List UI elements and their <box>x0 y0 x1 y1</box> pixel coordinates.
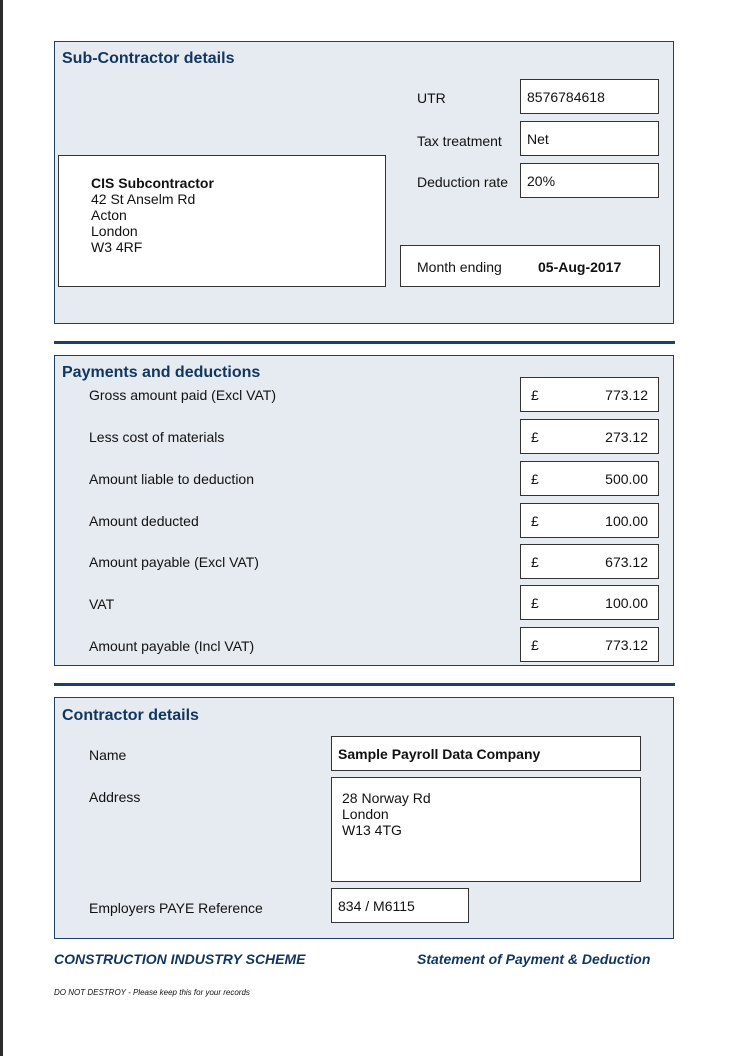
utr-label: UTR <box>417 90 446 106</box>
deduction-rate-label: Deduction rate <box>417 174 509 190</box>
amount-value: 100.00 <box>605 512 648 529</box>
amount-value: 773.12 <box>605 636 648 653</box>
subcontractor-title: Sub-Contractor details <box>62 50 235 67</box>
currency-symbol: £ <box>531 636 539 653</box>
payment-row-amount <box>520 503 659 538</box>
contractor-address-line3: W13 4TG <box>342 822 402 838</box>
currency-symbol: £ <box>531 470 539 487</box>
payment-row-label: Amount payable (Excl VAT) <box>89 554 259 570</box>
subcontractor-panel <box>54 41 674 324</box>
tax-treatment-label: Tax treatment <box>417 133 502 149</box>
subcontractor-address-box <box>58 155 386 287</box>
contractor-title: Contractor details <box>62 707 199 724</box>
currency-symbol: £ <box>531 428 539 445</box>
payment-row-amount <box>520 377 659 412</box>
currency-symbol: £ <box>531 512 539 529</box>
deduction-rate-field: 20% <box>520 163 659 198</box>
records-note: DO NOT DESTROY - Please keep this for your records <box>54 988 250 997</box>
currency-symbol: £ <box>531 386 539 403</box>
payment-row-label: Amount payable (Incl VAT) <box>89 638 255 654</box>
page-left-edge <box>0 0 3 1056</box>
month-ending-box <box>400 245 660 287</box>
payment-row-amount <box>520 627 659 662</box>
payment-row-label: Amount deducted <box>89 513 199 529</box>
contractor-name-label: Name <box>89 747 127 763</box>
contractor-panel <box>54 697 674 939</box>
statement-footer: Statement of Payment & Deduction <box>417 951 651 967</box>
subcontractor-name: CIS Subcontractor <box>91 175 214 191</box>
payment-row-amount <box>520 419 659 454</box>
amount-value: 100.00 <box>605 594 648 611</box>
scheme-footer: CONSTRUCTION INDUSTRY SCHEME <box>54 951 306 967</box>
amount-value: 500.00 <box>605 470 648 487</box>
subcontractor-address-line3: London <box>91 223 138 239</box>
month-ending-value: 05-Aug-2017 <box>538 259 622 275</box>
contractor-address-box <box>331 777 641 882</box>
tax-treatment-field: Net <box>520 121 659 156</box>
subcontractor-address-line1: 42 St Anselm Rd <box>91 191 196 207</box>
utr-field: 8576784618 <box>520 79 659 114</box>
amount-value: 673.12 <box>605 553 648 570</box>
month-ending-label: Month ending <box>417 259 502 275</box>
payment-row-label: VAT <box>89 596 115 612</box>
payment-row-label: Less cost of materials <box>89 429 225 445</box>
divider-rule-2 <box>54 683 675 686</box>
divider-rule-1 <box>54 341 675 344</box>
payment-row-label: Amount liable to deduction <box>89 471 254 487</box>
payments-panel <box>54 355 674 666</box>
paye-reference-field: 834 / M6115 <box>331 888 469 923</box>
payment-row-amount <box>520 544 659 579</box>
currency-symbol: £ <box>531 553 539 570</box>
contractor-name-field: Sample Payroll Data Company <box>331 736 641 771</box>
payments-title: Payments and deductions <box>62 364 261 381</box>
payment-row-label: Gross amount paid (Excl VAT) <box>89 387 276 403</box>
amount-value: 273.12 <box>605 428 648 445</box>
subcontractor-address-line4: W3 4RF <box>91 239 143 255</box>
paye-reference-label: Employers PAYE Reference <box>89 900 263 916</box>
currency-symbol: £ <box>531 594 539 611</box>
subcontractor-address-line2: Acton <box>91 207 127 223</box>
contractor-address-line1: 28 Norway Rd <box>342 790 431 806</box>
payment-row-amount <box>520 461 659 496</box>
amount-value: 773.12 <box>605 386 648 403</box>
contractor-address-label: Address <box>89 789 141 805</box>
payment-row-amount <box>520 585 659 620</box>
contractor-address-line2: London <box>342 806 389 822</box>
